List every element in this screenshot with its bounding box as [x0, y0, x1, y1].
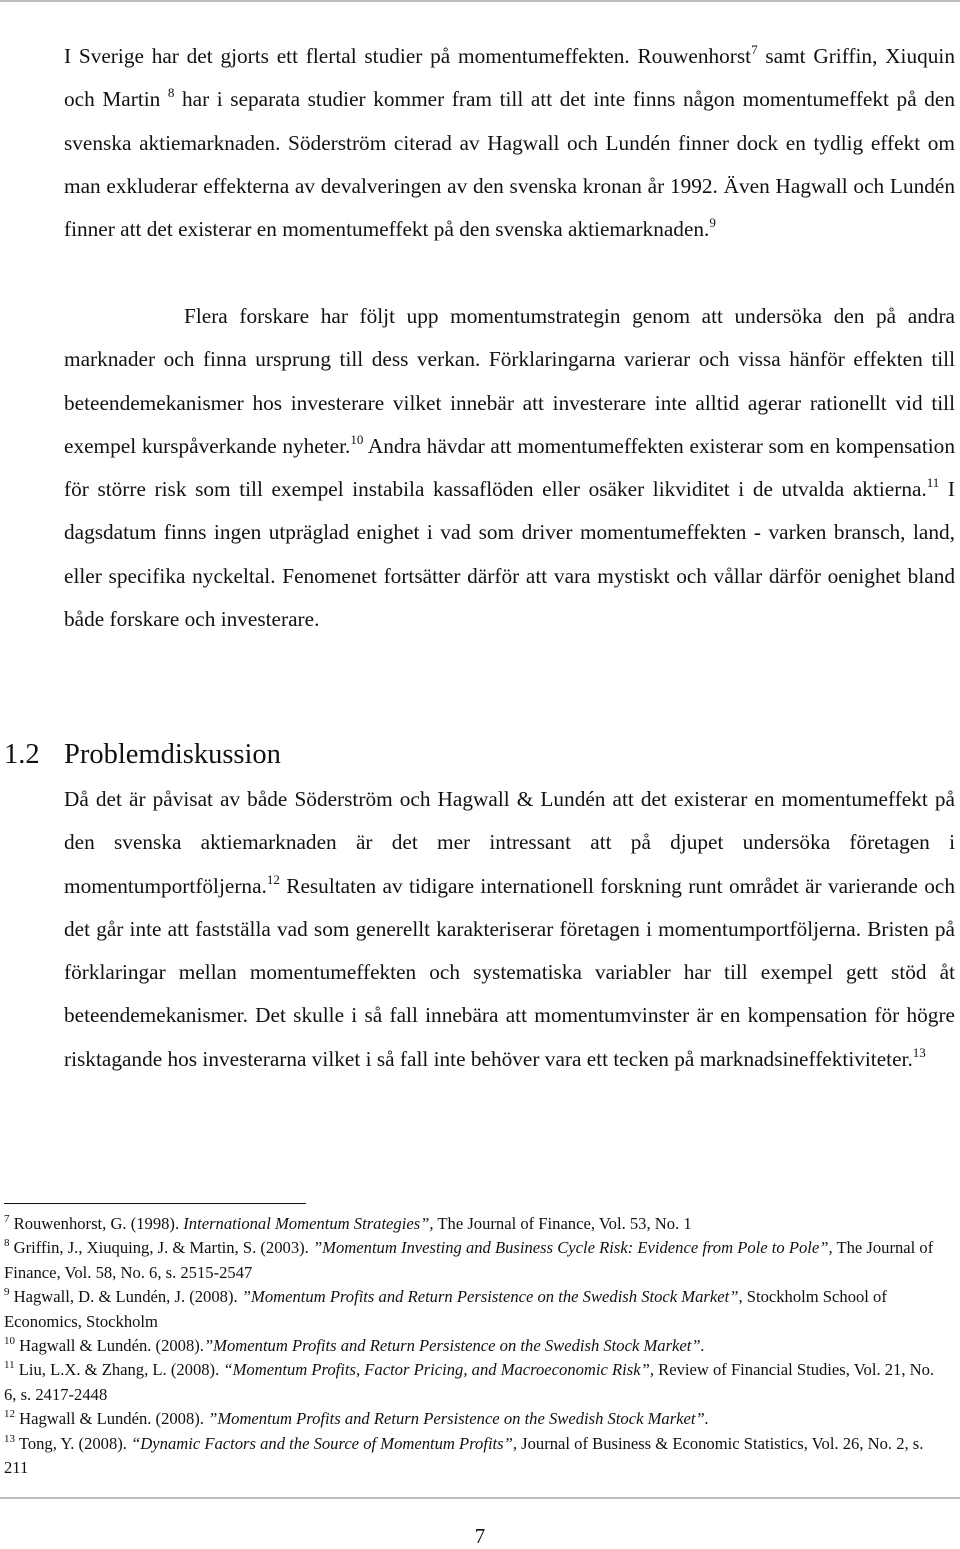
page-bottom-border: [0, 1497, 960, 1499]
paragraph-text: I Sverige har det gjorts ett flertal studier på momentumeffekten. Rouwenhorst: [64, 44, 752, 68]
footnote-ref-9[interactable]: 9: [709, 215, 716, 231]
section-title: Problemdiskussion: [64, 739, 281, 770]
paragraph-text: Resultaten av tidigare internationell forskning runt området är varierande och det går inte att fastställa vad som generellt karakteriserar företagen i momentumportföljerna. Bristen på förklaringar mellan momentumeffekten och systematiska variabler har till exempel gett stöd åt beteendemekanismer. Det skulle i så fall innebära att momentumvinster är en kompensation för högre risktagande hos investerarna vilket i så fall inte behöver vara ett tecken på marknadsineffektiviteter.: [64, 873, 955, 1071]
footnote-ref-7[interactable]: 7: [751, 42, 758, 57]
paragraph-text: I dagsdatum finns ingen utpräglad enighet i vad som driver momentumeffekten - varken bransch, land, eller specifika nyckeltal. Fenomenet fortsätter därför att vara mystiskt och vållar därför oenighet bland både forskare och investerare.: [64, 477, 956, 632]
paragraph-momentum-sweden: [64, 35, 955, 251]
footnote-10: [4, 1334, 944, 1358]
paragraph-text: har i separata studier kommer fram till att det inte finns någon momentumeffekt på den svenska aktiemarknaden. Söderström citerad av Hagwall och Lundén finner dock en tydlig effekt om man exkluderar effekterna av devalveringen av den svenska kronan år 1992. Även Hagwall och Lundén finner att det existerar en momentumeffekt på den svenska aktiemarknaden.: [64, 87, 955, 242]
footnote-source: Review of Financial Studies, Vol. 21, No. 6, s. 2417-2448: [4, 1360, 935, 1404]
footnote-13: [4, 1432, 944, 1481]
paragraph-text: Flera forskare har följt upp momentumstrategin genom att undersöka den på andra marknader och finna ursprung till dess verkan. Förklaringarna varierar och vissa hänför effekten till beteendemekanismer hos investerare vilket innebär att investerare inte alltid agerar rationellt vid till exempel kurspåverkande nyheter.: [64, 304, 955, 458]
footnote-title: ”Momentum Investing and Business Cycle Risk: Evidence from Pole to Pole”,: [312, 1238, 833, 1258]
footnote-ref-8[interactable]: 8: [167, 85, 175, 101]
footnote-source: The Journal of Finance, Vol. 53, No. 1: [433, 1214, 692, 1233]
paragraph-text: samt Griffin, Xiuquin och Martin: [64, 44, 955, 112]
footnote-ref-11[interactable]: 11: [926, 475, 940, 491]
footnote-number: 8: [4, 1237, 10, 1250]
footnote-title: ”Momentum Profits and Return Persistence on the Swedish Stock Market”.: [208, 1409, 709, 1429]
footnote-citation: Griffin, J., Xiuquing, J. & Martin, S. (2003).: [9, 1238, 313, 1258]
footnote-7: [4, 1212, 944, 1236]
footnote-title: ”Momentum Profits and Return Persistence on the Swedish Stock Market”.: [203, 1336, 705, 1356]
footnote-9: [4, 1285, 944, 1334]
footnote-ref-13[interactable]: 13: [912, 1044, 926, 1060]
footnote-separator: [4, 1203, 306, 1204]
footnote-number: 13: [4, 1432, 15, 1445]
paragraph-problem-discussion: [64, 778, 955, 1081]
footnote-12: [4, 1407, 944, 1431]
footnotes: [4, 1212, 944, 1480]
footnote-number: 12: [4, 1408, 15, 1421]
footnote-number: 10: [4, 1335, 15, 1348]
page-number: 7: [474, 1524, 486, 1548]
footnote-citation: Hagwall & Lundén. (2008).: [15, 1336, 204, 1356]
paragraph-research-explanations: [64, 295, 955, 641]
page-top-border: [0, 0, 960, 2]
footnote-ref-10[interactable]: 10: [350, 431, 364, 447]
footnote-number: 9: [4, 1286, 10, 1299]
footnote-title: “Dynamic Factors and the Source of Momentum Profits”: [131, 1433, 513, 1453]
section-heading: [4, 733, 281, 777]
footnote-title: International Momentum Strategies”,: [183, 1214, 434, 1233]
section-number: 1.2: [4, 739, 40, 770]
footnote-source: The Journal of Finance, Vol. 58, No. 6, s. 2515-2547: [4, 1238, 934, 1282]
footnote-title: ”Momentum Profits and Return Persistence on the Swedish Stock Market”: [241, 1287, 739, 1307]
footnote-number: 11: [4, 1359, 15, 1372]
footnote-11: [4, 1358, 944, 1407]
footnote-8: [4, 1236, 944, 1285]
paragraph-text: Andra hävdar att momentumeffekten existerar som en kompensation för större risk som till exempel instabila kassaflöden eller osäker likviditet i de utvalda aktierna.: [64, 433, 955, 502]
paragraph-text: Då det är påvisat av både Söderström och Hagwall & Lundén att det existerar en momentumeffekt på den svenska aktiemarknaden är det mer intressant att på djupet undersöka företagen i momentumportföljerna.: [64, 787, 955, 898]
footnote-citation: Tong, Y. (2008).: [15, 1433, 132, 1453]
footnote-citation: Hagwall & Lundén. (2008).: [15, 1409, 209, 1429]
footnote-source: , Journal of Business & Economic Statistics, Vol. 26, No. 2, s. 211: [4, 1433, 924, 1478]
footnote-number: 7: [4, 1213, 10, 1225]
footnote-source: , Stockholm School of Economics, Stockholm: [4, 1287, 887, 1331]
footnote-citation: Hagwall, D. & Lundén, J. (2008).: [9, 1287, 242, 1307]
footnote-citation: Liu, L.X. & Zhang, L. (2008).: [14, 1360, 224, 1380]
footnote-citation: Rouwenhorst, G. (1998).: [9, 1214, 184, 1233]
footnote-ref-12[interactable]: 12: [266, 871, 280, 887]
footnote-title: “Momentum Profits, Factor Pricing, and Macroeconomic Risk”,: [223, 1360, 654, 1380]
